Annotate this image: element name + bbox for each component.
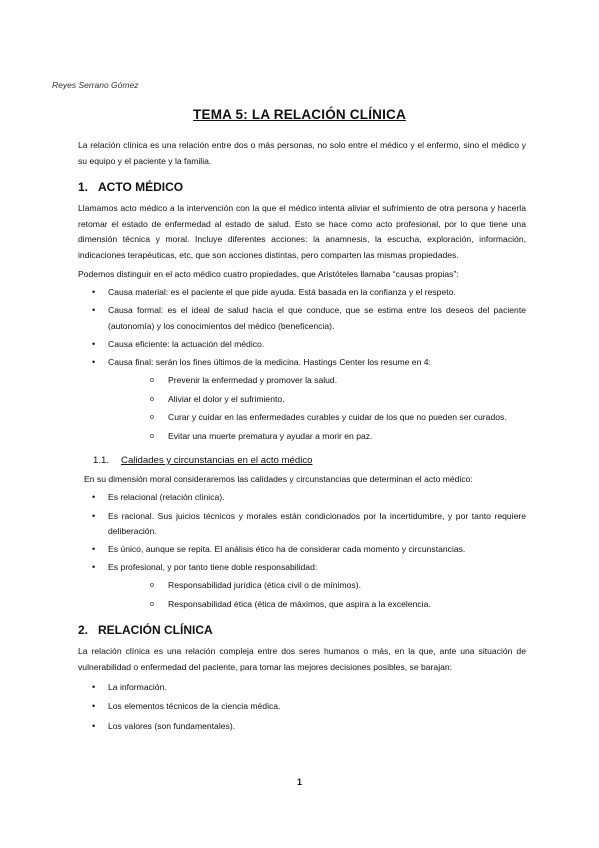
bullet-icon: •	[92, 562, 96, 573]
list-item: • Es racional. Sus juicios técnicos y morales están condicionados por la incertidumbre, y por tanto requiere deliberación.	[92, 510, 526, 537]
bullet-icon: •	[92, 287, 96, 298]
list-item: o Evitar una muerte prematura y ayudar a morir en paz.	[108, 429, 526, 445]
subsection-number: 1.1.	[93, 454, 110, 466]
page-number: 1	[296, 777, 302, 787]
section-1-paragraph-2: Podemos distinguir en el acto médico cuatro propiedades, que Aristóteles llamaba “causas propias”:	[78, 268, 459, 279]
section-2-paragraph: La relación clínica es una relación compleja entre dos seres humanos o más, en la que, ante una situación de vulnerabilidad o enfermedad del paciente, para tomar las mejores decisiones posibles, se barajan:	[78, 646, 526, 673]
circle-bullet-icon: o	[150, 395, 154, 403]
bullet-icon: •	[92, 720, 96, 731]
bullet-icon: •	[92, 701, 96, 712]
bullet-icon: •	[92, 544, 96, 555]
list-item: o Curar y cuidar en las enfermedades curables y cuidar de los que no pueden ser curados.	[108, 410, 526, 426]
list-item: • Los elementos técnicos de la ciencia médica.	[78, 699, 526, 715]
bullet-icon: •	[92, 492, 96, 503]
ends-of-medicine-list	[108, 373, 526, 445]
bullet-icon: •	[92, 510, 96, 521]
responsibility-list	[108, 578, 526, 612]
causes-list	[78, 285, 526, 445]
section-2-heading	[78, 622, 526, 638]
circle-bullet-icon: o	[150, 433, 154, 441]
section-title: ACTO MÉDICO	[98, 180, 184, 195]
list-item: o Responsabilidad jurídica (ética civil o de mínimos).	[108, 578, 526, 594]
circle-bullet-icon: o	[150, 581, 154, 589]
intro-paragraph: La relación clínica es una relación entre dos o más personas, no solo entre el médico y el enfermo, sino el médico y su equipo y el paciente y la familia.	[78, 140, 526, 166]
subsection-1-1-heading	[93, 453, 526, 468]
list-item: • Es único, aunque se repita. El análisis ético ha de considerar cada momento y circunstancias.	[78, 542, 526, 558]
subsection-title: Calidades y circunstancias en el acto médico	[121, 454, 313, 466]
list-item: o Aliviar el dolor y el sufrimiento.	[108, 392, 526, 408]
list-item: • La información.	[78, 680, 526, 696]
list-item: o Responsabilidad ética (ética de máximos, que aspira a la excelencia.	[108, 597, 526, 613]
list-item: • Causa eficiente: la actuación del médico.	[78, 337, 526, 353]
list-item: • Es relacional (relación clínica).	[78, 490, 526, 506]
bullet-icon: •	[92, 338, 96, 349]
section-title: RELACIÓN CLÍNICA	[98, 623, 213, 638]
section-1-heading	[78, 179, 526, 195]
section-number: 1.	[78, 180, 89, 195]
author-name: Reyes Serrano Gómez	[52, 80, 139, 90]
list-item: • Causa formal: es el ideal de salud hacia el que conduce, que se estima entre los deseos del paciente (autonomía) y los conocimientos del médico (beneficencia).	[92, 305, 526, 331]
section-1-paragraph-1: Llamamos acto médico a la intervención con la que el médico intenta aliviar el sufrimiento de otra persona y hacerla retomar el estado de enfermedad al estado de salud. Esto se hace como acto profesional, por lo que tiene una dimensión técnica y moral. Incluye diferentes acciones: la anamnesis, la escucha, exploración, información, indicaciones terapéuticas, etc, que son acciones distintas, pero comparten las mismas propiedades.	[78, 203, 526, 260]
list-item: • Causa final: serán los fines últimos de la medicina. Hastings Center los resume en 4: o Prevenir la enfermedad y promover la salud. o Aliviar el dolor y el sufrimiento. o Curar y cuidar en las enfermedades curables y cuidar de los que no pueden ser curados. o Evitar una muerte prematura y ayudar a morir en paz.	[78, 355, 526, 445]
elements-list	[78, 680, 526, 735]
list-item: • Causa material: es el paciente el que pide ayuda. Está basada en la confianza y el respeto.	[78, 285, 526, 301]
page-title: TEMA 5: LA RELACIÓN CLÍNICA	[193, 107, 406, 122]
qualities-list	[78, 490, 526, 612]
bullet-icon: •	[92, 357, 96, 368]
circle-bullet-icon: o	[150, 600, 154, 608]
circle-bullet-icon: o	[150, 414, 154, 422]
list-item: • Los valores (son fundamentales).	[78, 719, 526, 735]
subsection-1-1-paragraph: En su dimensión moral consideraremos las calidades y circunstancias que determinan el acto médico:	[84, 473, 473, 484]
document-body	[78, 138, 526, 737]
bullet-icon: •	[92, 305, 96, 316]
list-item: o Prevenir la enfermedad y promover la salud.	[108, 373, 526, 389]
circle-bullet-icon: o	[150, 376, 154, 384]
bullet-icon: •	[92, 681, 96, 692]
list-item: • Es profesional, y por tanto tiene doble responsabilidad: o Responsabilidad jurídica (ética civil o de mínimos). o Responsabilidad ética (ética de máximos, que aspira a la excelencia.	[78, 560, 526, 612]
section-number: 2.	[78, 623, 89, 638]
